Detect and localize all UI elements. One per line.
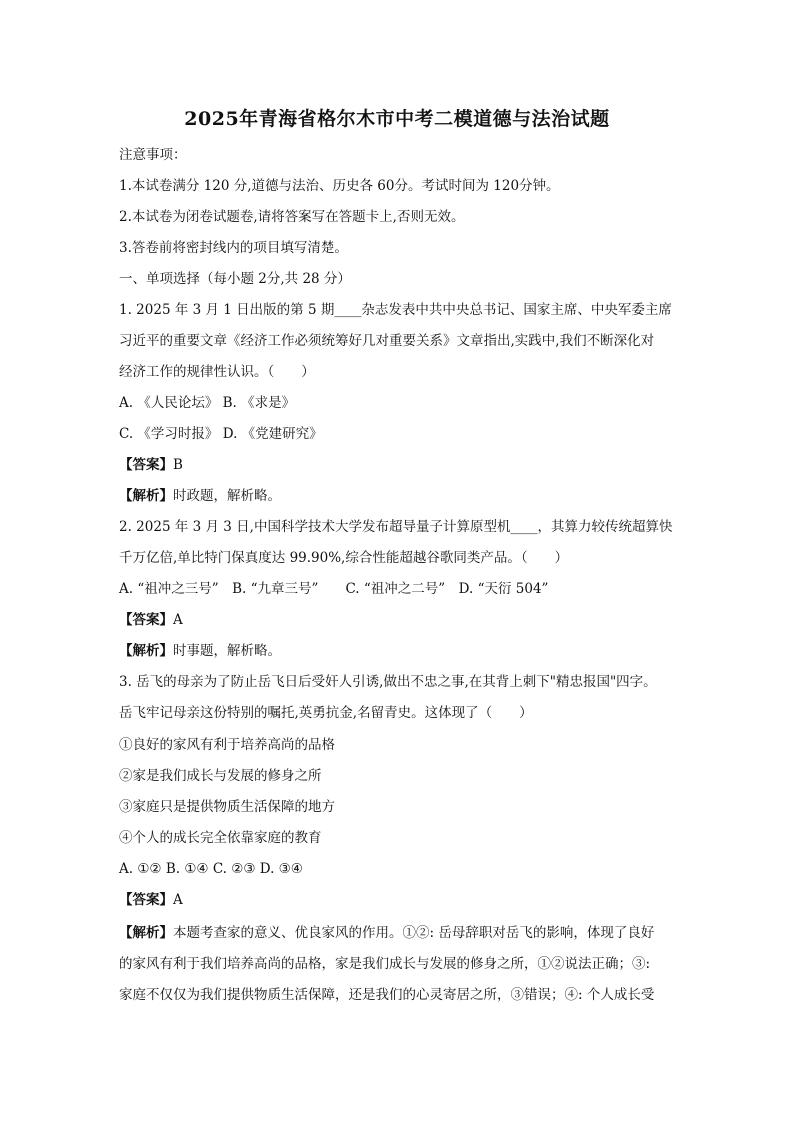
answer-tag: 【答案】 <box>119 457 173 473</box>
analysis-tag: 【解析】 <box>119 925 173 941</box>
q3-answer <box>119 891 679 909</box>
section-heading: 一、单项选择（每小题 2分,共 28 分） <box>119 271 351 287</box>
answer-tag: 【答案】 <box>119 612 173 628</box>
q2-stem-line-2: 千万亿倍,单比特门保真度达 99.90%,综合性能超越谷歌同类产品。（ ） <box>119 550 569 566</box>
analysis-tag: 【解析】 <box>119 643 173 659</box>
q3-choice-1: ①良好的家风有利于培养高尚的品格 <box>119 737 335 753</box>
document-title: 2025年青海省格尔木市中考二模道德与法治试题 <box>184 108 610 130</box>
q1-analysis <box>119 487 679 505</box>
q3-choice-3: ③家庭只是提供物质生活保障的地方 <box>119 799 335 815</box>
analysis-tag: 【解析】 <box>119 488 173 504</box>
q1-options-line-1: A. 《人民论坛》 B. 《求是》 <box>119 395 296 411</box>
q1-stem-line-1: 1. 2025 年 3 月 1 日出版的第 5 期____杂志发表中共中央总书记、国家主席、中央军委主席 <box>119 302 672 318</box>
q3-stem-line-2: 岳飞牢记母亲这份特别的嘱托,英勇抗金,名留青史。这体现了（ ） <box>119 705 533 721</box>
q1-stem-line-3: 经济工作的规律性认识。（ ） <box>119 364 315 380</box>
q3-answer-value: A <box>173 892 183 908</box>
notice-heading: 注意事项： <box>119 147 187 163</box>
q1-answer <box>119 456 679 474</box>
q1-analysis-text: 时政题，解析略。 <box>173 488 281 504</box>
answer-tag: 【答案】 <box>119 892 173 908</box>
q3-analysis-text-1: 本题考查家的意义、优良家风的作用。①②: 岳母辞职对岳飞的影响，体现了良好 <box>173 925 655 941</box>
q2-options-line-1: A. “祖冲之三号” B. “九章三号” C. “祖冲之二号” D. “天衍 504” <box>119 581 549 597</box>
q2-analysis-text: 时事题，解析略。 <box>173 643 281 659</box>
notice-item-2: 2.本试卷为闭卷试题卷,请将答案写在答题卡上,否则无效。 <box>119 209 465 225</box>
q1-stem-line-2: 习近平的重要文章《经济工作必须统筹好几对重要关系》文章指出,实践中,我们不断深化对 <box>119 333 655 349</box>
q3-stem-line-1: 3. 岳飞的母亲为了防止岳飞日后受奸人引诱,做出不忠之事,在其背上刺下"精忠报国"四字。 <box>119 674 657 690</box>
q3-analysis-line-2: 的家风有利于我们培养高尚的品格，家是我们成长与发展的修身之所，①②说法正确；③: <box>119 956 651 972</box>
q3-options-line-1: A. ①② B. ①④ C. ②③ D. ③④ <box>119 861 303 877</box>
q2-stem-line-1: 2. 2025 年 3 月 3 日,中国科学技术大学发布超导量子计算原型机____，其算力较传统超算快 <box>119 519 673 535</box>
q2-answer <box>119 611 679 629</box>
q1-answer-value: B <box>173 457 183 473</box>
notice-item-1: 1.本试卷满分 120 分,道德与法治、历史各 60分。考试时间为 120分钟。 <box>119 178 560 194</box>
q3-choice-2: ②家是我们成长与发展的修身之所 <box>119 768 322 784</box>
q2-answer-value: A <box>173 612 183 628</box>
q3-analysis-line-1 <box>119 924 679 942</box>
notice-item-3: 3.答卷前将密封线内的项目填写清楚。 <box>119 240 348 256</box>
q1-options-line-2: C. 《学习时报》 D. 《党建研究》 <box>119 426 323 442</box>
q3-analysis-line-3: 家庭不仅仅为我们提供物质生活保障，还是我们的心灵寄居之所，③错误；④: 个人成长受 <box>119 987 655 1003</box>
q2-analysis <box>119 642 679 660</box>
q3-choice-4: ④个人的成长完全依靠家庭的教育 <box>119 830 322 846</box>
